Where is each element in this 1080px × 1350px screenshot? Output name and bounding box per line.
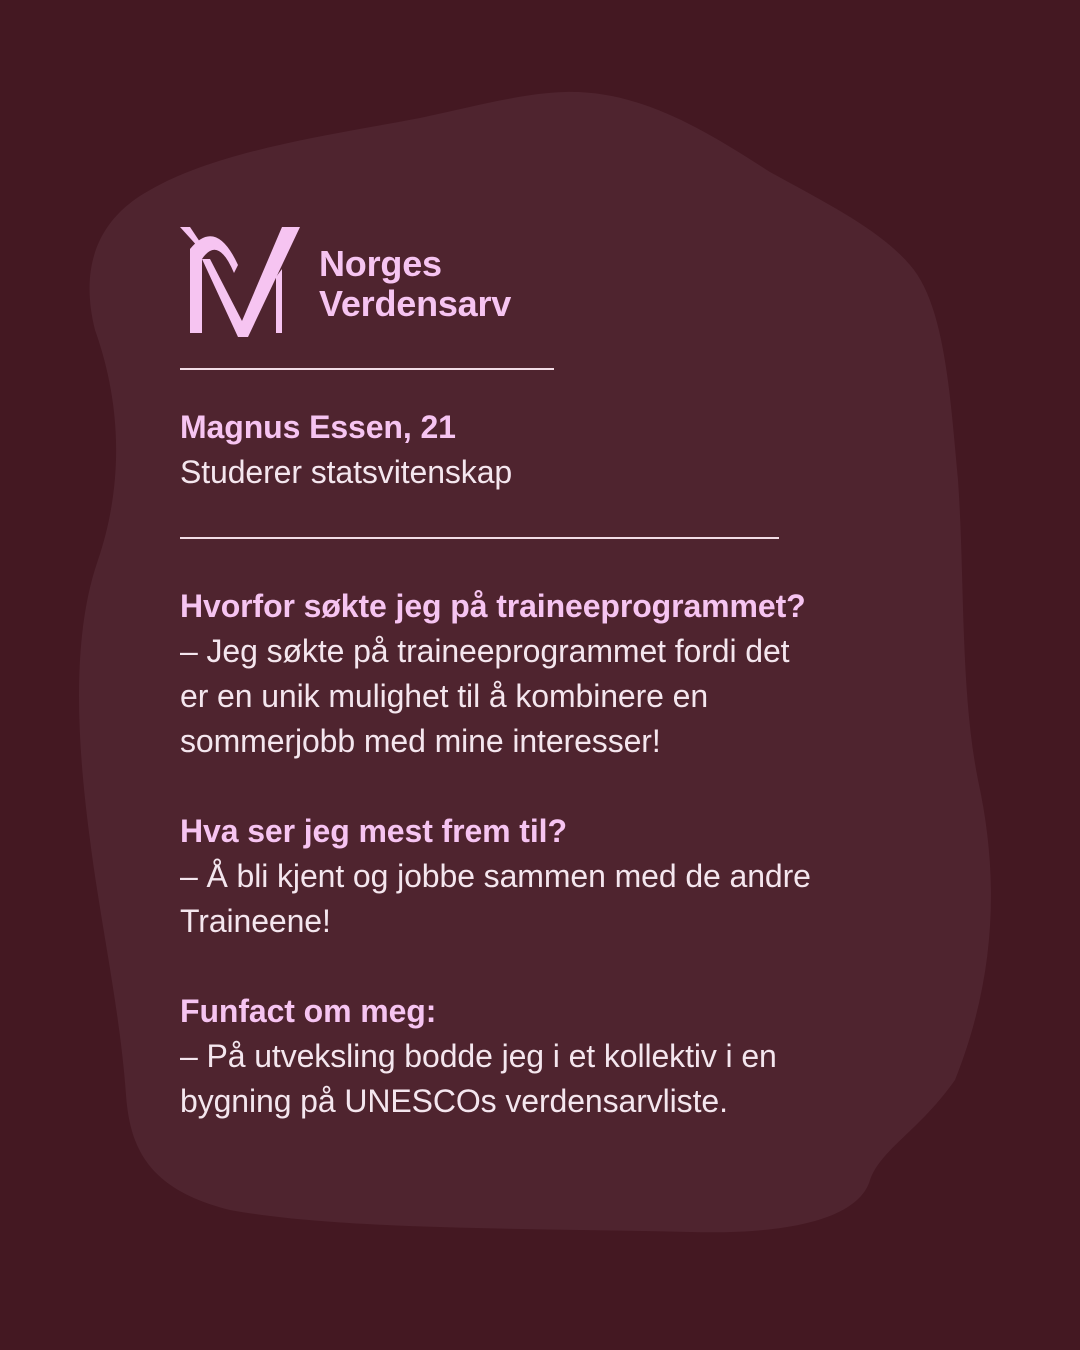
- brand-wordmark: [319, 244, 511, 324]
- qa-block-3: [180, 989, 940, 1124]
- answer-3-line-1: – På utveksling bodde jeg i et kollektiv i en: [180, 1038, 777, 1074]
- answer-1-line-3: sommerjobb med mine interesser!: [180, 723, 661, 759]
- qa-block-1: [180, 584, 940, 764]
- question-2: Hva ser jeg mest frem til?: [180, 813, 567, 849]
- answer-3-line-2: bygning på UNESCOs verdensarvliste.: [180, 1083, 728, 1119]
- answer-2-line-2: Traineene!: [180, 903, 331, 939]
- question-3: Funfact om meg:: [180, 993, 437, 1029]
- qa-block-2: [180, 809, 940, 944]
- brand-line-verdensarv: Verdensarv: [319, 283, 512, 324]
- person-name: Magnus Essen, 21: [180, 409, 456, 445]
- divider-top: [180, 368, 554, 370]
- answer-1-line-2: er en unik mulighet til å kombinere en: [180, 678, 709, 714]
- person-role: Studerer statsvitenskap: [180, 454, 513, 490]
- answer-1-line-1: – Jeg søkte på traineeprogrammet fordi det: [180, 633, 790, 669]
- norges-verdensarv-logo-icon: [178, 225, 302, 337]
- answer-2-line-1: – Å bli kjent og jobbe sammen med de andre: [180, 858, 811, 894]
- brand-line-norges: Norges: [319, 243, 442, 284]
- question-1: Hvorfor søkte jeg på traineeprogrammet?: [180, 588, 806, 624]
- divider-middle: [180, 537, 779, 539]
- person-info: [180, 405, 940, 495]
